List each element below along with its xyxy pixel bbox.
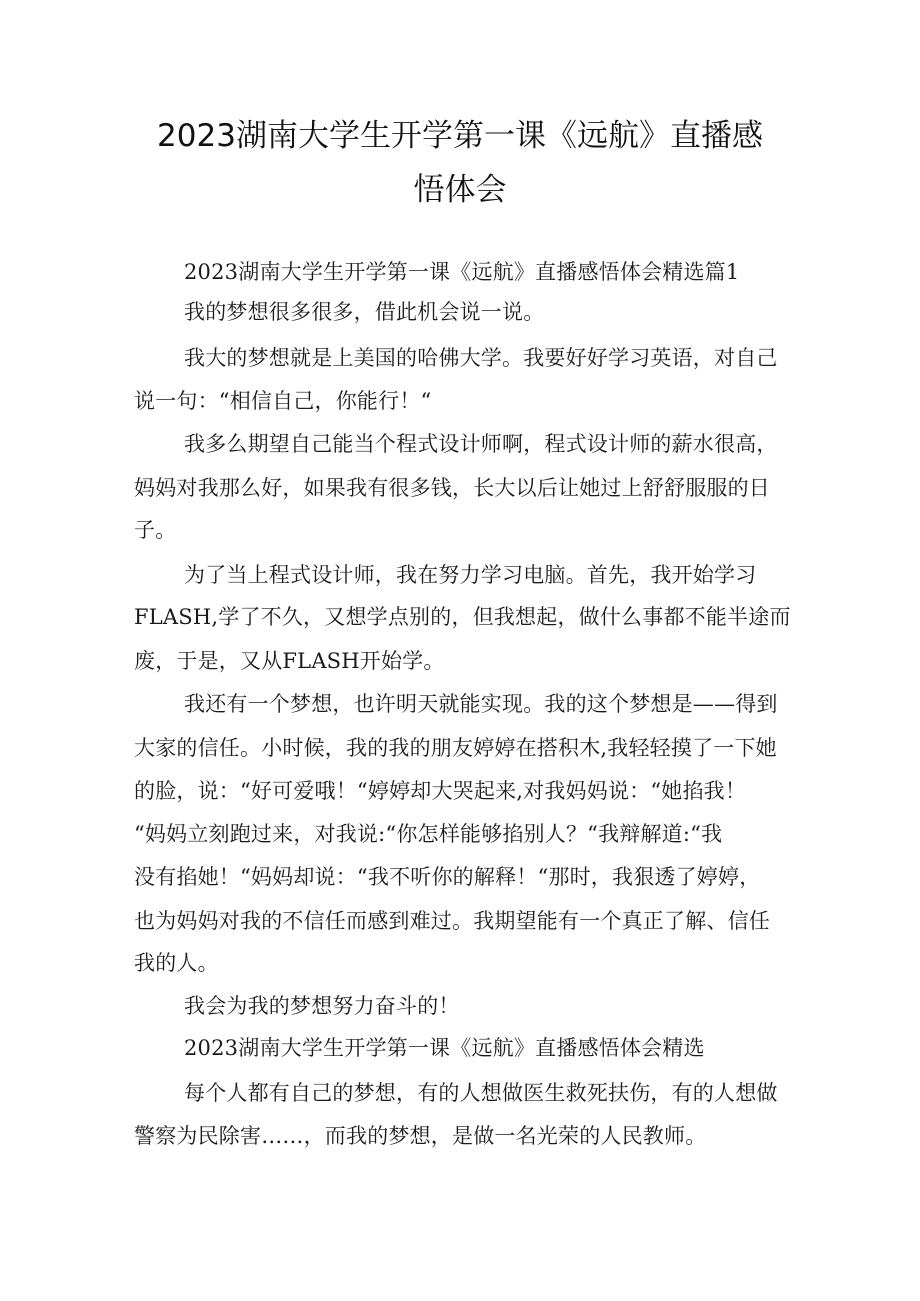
document-body [134, 0, 794, 1301]
paragraph-line: 我的梦想很多很多，借此机会说一说。 [184, 300, 545, 324]
paragraph-line: 说一句：“相信自己，你能行！“ [134, 389, 432, 413]
paragraph-line: 大家的信任。小时候，我的我的朋友婷婷在搭积木,我轻轻摸了一下她 [134, 736, 777, 760]
paragraph-line: 每个人都有自己的梦想，有的人想做医生救死扶伤，有的人想做 [184, 1081, 778, 1105]
document-title-line-1: 2023湖南大学生开学第一课《远航》直播感 [157, 118, 763, 154]
paragraph-line: 我多么期望自己能当个程式设计师啊，程式设计师的薪水很高， [184, 432, 778, 456]
paragraph-line: 没有掐她！“妈妈却说：“我不听你的解释！“那时，我狠透了婷婷， [134, 865, 761, 889]
document-title-line-2: 悟体会 [413, 172, 507, 208]
paragraph-line: FLASH,学了不久，又想学点别的，但我想起，做什么事都不能半途而 [134, 605, 791, 629]
paragraph-line: 我会为我的梦想努力奋斗的！ [184, 994, 460, 1018]
paragraph-line: 我还有一个梦想，也许明天就能实现。我的这个梦想是——得到 [184, 692, 778, 716]
paragraph-line: 废，于是，又从FLASH开始学。 [134, 649, 445, 673]
section-heading-2: 2023湖南大学生开学第一课《远航》直播感悟体会精选 [184, 1036, 705, 1060]
paragraph-line: 的脸，说：“好可爱哦！“婷婷却大哭起来,对我妈妈说：“她掐我！ [134, 779, 747, 803]
paragraph-line: 警察为民除害……，而我的梦想，是做一名光荣的人民教师。 [134, 1124, 707, 1148]
section-heading-1: 2023湖南大学生开学第一课《远航》直播感悟体会精选篇1 [184, 260, 740, 284]
paragraph-line: “妈妈立刻跑过来，对我说:“你怎样能够掐别人？“我辩解道:“我 [134, 822, 723, 846]
paragraph-line: 子。 [134, 518, 177, 542]
paragraph-line: 我的人。 [134, 951, 219, 975]
paragraph-line: 我大的梦想就是上美国的哈佛大学。我要好好学习英语，对自己 [184, 346, 778, 370]
paragraph-line: 为了当上程式设计师，我在努力学习电脑。首先，我开始学习 [184, 563, 757, 587]
paragraph-line: 也为妈妈对我的不信任而感到难过。我期望能有一个真正了解、信任 [134, 909, 770, 933]
paragraph-line: 妈妈对我那么好，如果我有很多钱，长大以后让她过上舒舒服服的日 [134, 476, 770, 500]
